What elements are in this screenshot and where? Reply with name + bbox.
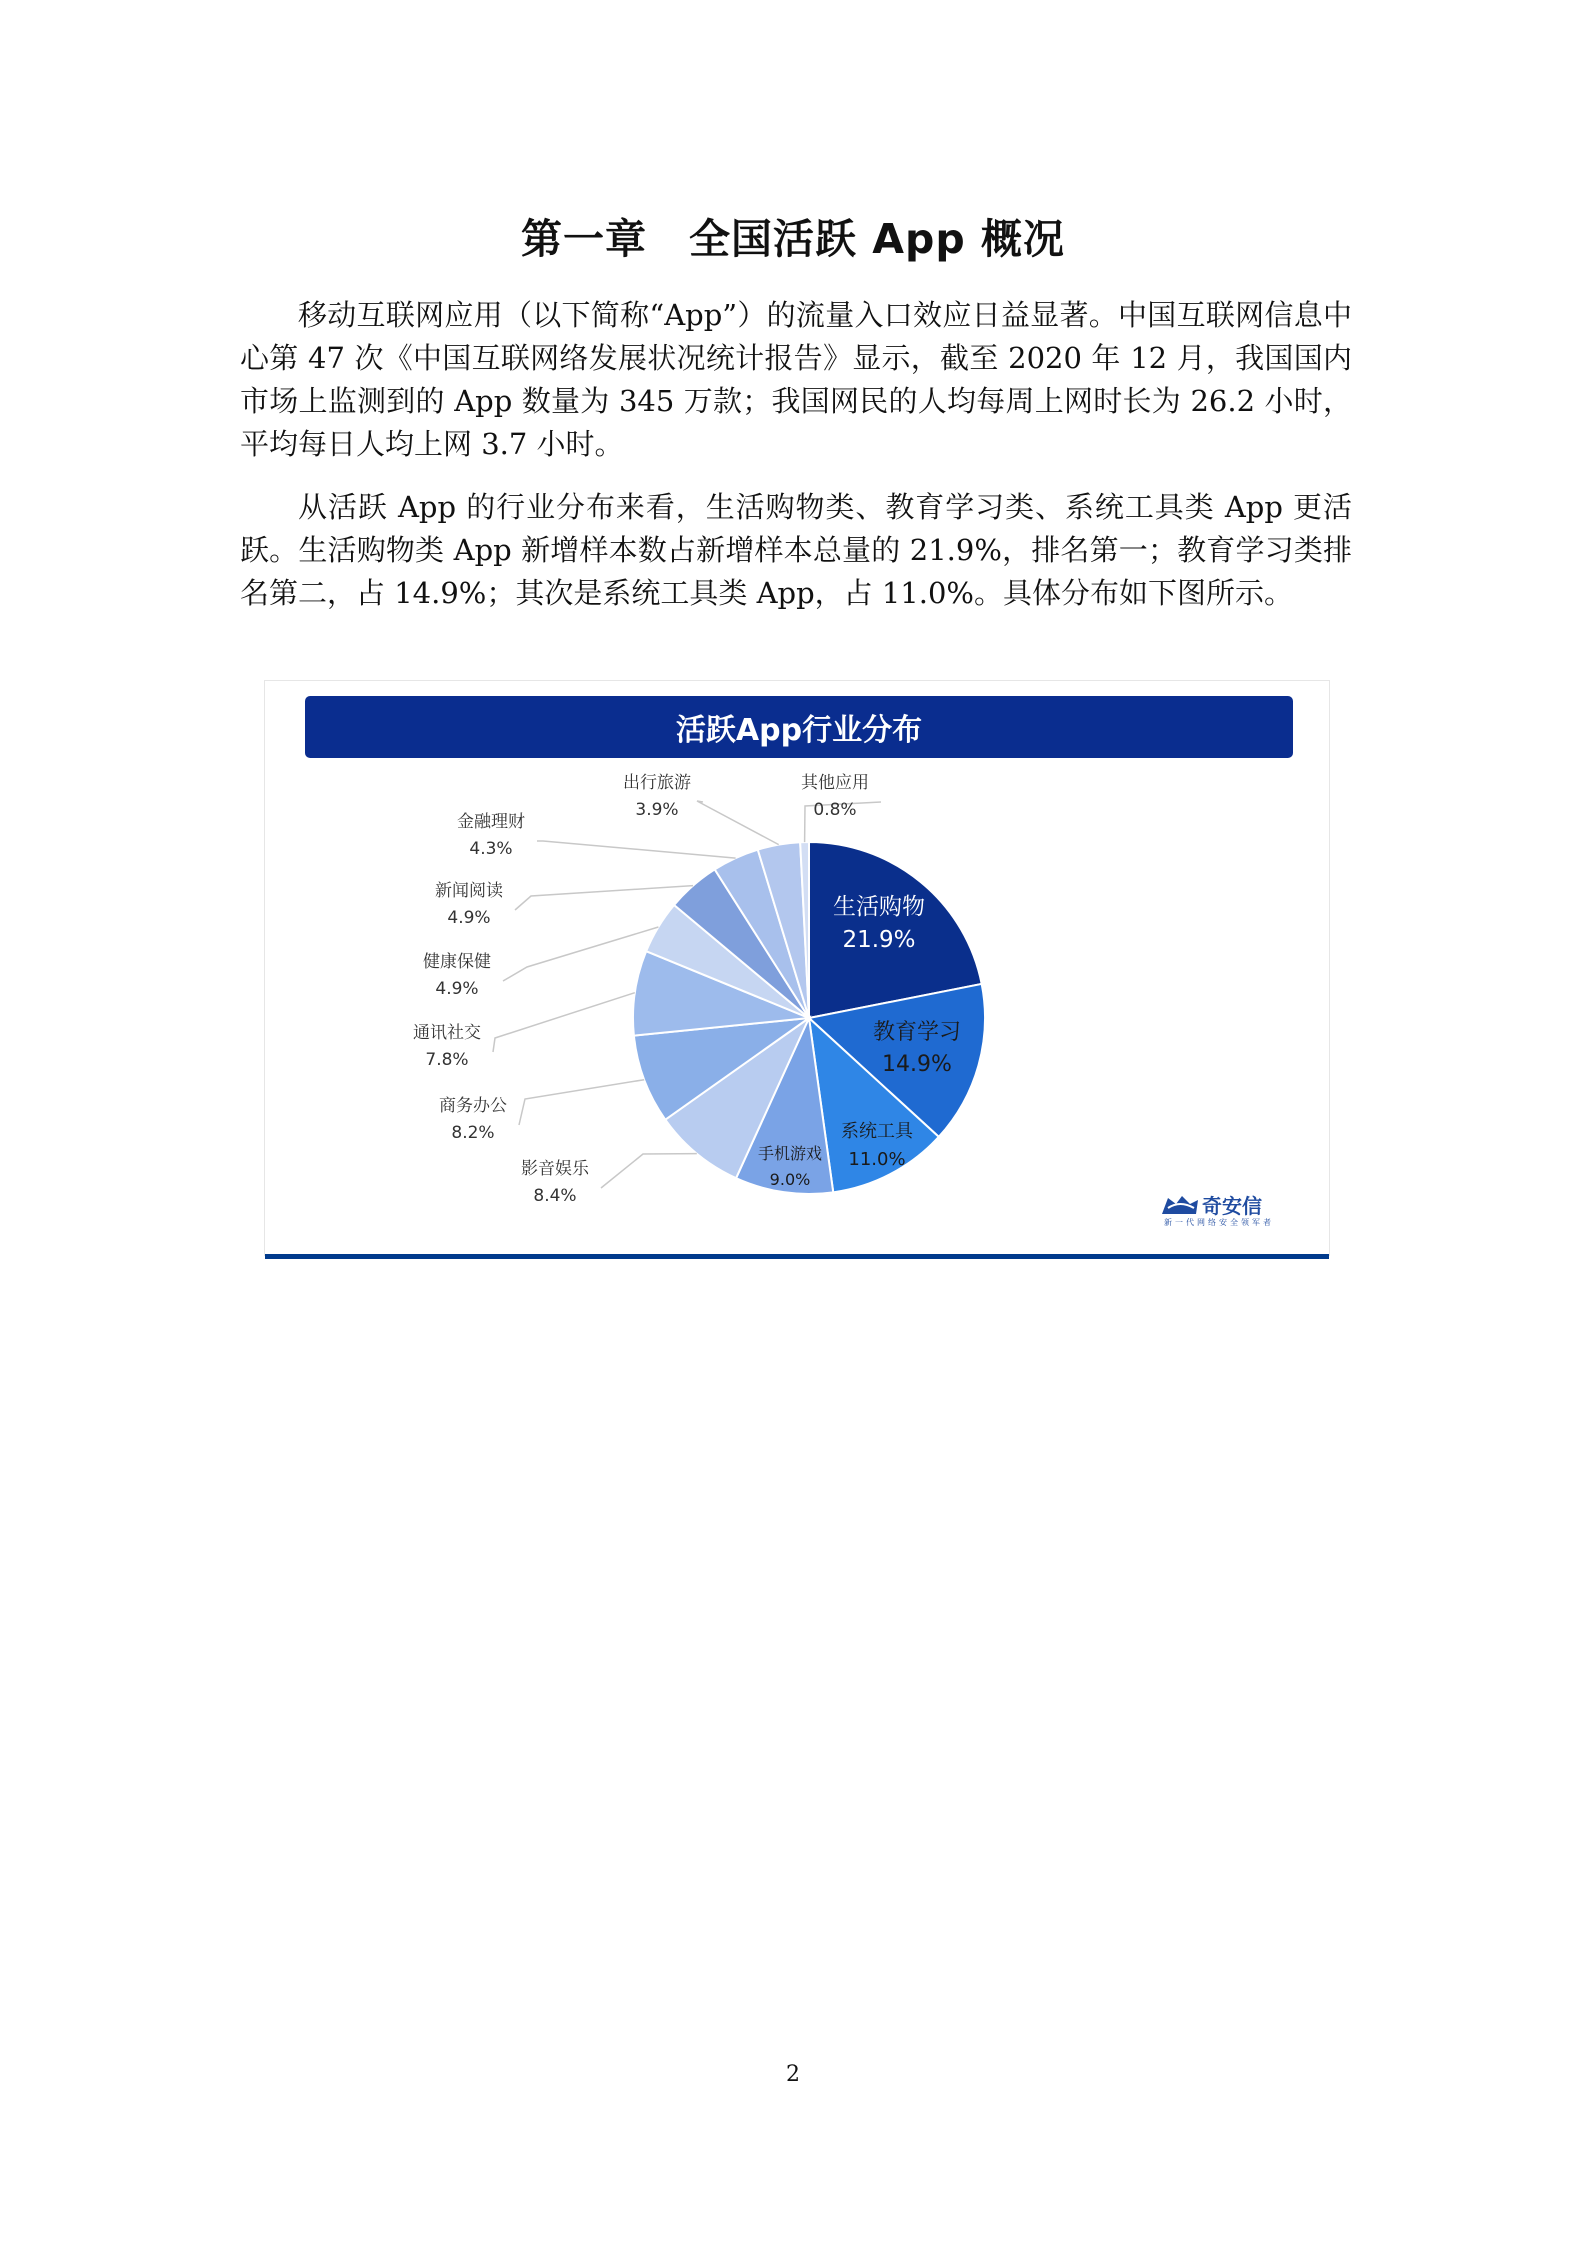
leader-line-6 — [519, 1080, 644, 1125]
paragraph-distribution: 从活跃 App 的行业分布来看，生活购物类、教育学习类、系统工具类 App 更活跃。生活购物类 App 新增样本数占新增样本总量的 21.9%，排名第一；教育学习类排名第二，占 14.9%；其次是系统工具类 App，占 11.0%。具体分布如下图所示。 — [240, 490, 1352, 610]
slice-value-6: 8.2% — [451, 1123, 495, 1143]
slice-value-8: 4.9% — [435, 979, 479, 999]
chart-title: 活跃App行业分布 — [675, 713, 923, 748]
slice-value-5: 8.4% — [533, 1186, 577, 1206]
pie-chart-figure — [264, 680, 1330, 1256]
logo-mark-icon — [1160, 1192, 1202, 1218]
slice-value-11: 3.9% — [635, 800, 679, 820]
slice-label-9: 新闻阅读 — [435, 881, 503, 901]
slice-label-6: 商务办公 — [439, 1096, 507, 1116]
leader-line-9 — [515, 886, 693, 910]
slice-label-2: 教育学习 — [872, 1020, 962, 1045]
figure-bottom-rule — [265, 1254, 1329, 1259]
slice-value-4: 9.0% — [769, 1170, 811, 1189]
slice-value-9: 4.9% — [447, 908, 491, 928]
slice-value-7: 7.8% — [425, 1050, 469, 1070]
leader-line-5 — [601, 1154, 697, 1188]
slice-label-4: 手机游戏 — [757, 1144, 823, 1163]
leader-line-8 — [503, 927, 658, 981]
slice-value-12: 0.8% — [813, 800, 857, 820]
paragraph-intro: 移动互联网应用（以下简称“App”）的流量入口效应日益显著。中国互联网信息中心第 47 次《中国互联网络发展状况统计报告》显示，截至 2020 年 12 月，我国国内市场上监测到的 App 数量为 345 万款；我国网民的人均每周上网时长为 26.2 小时，平均每日人均上网 3.7 小时。 — [240, 298, 1352, 461]
slice-label-5: 影音娱乐 — [521, 1159, 589, 1179]
leader-line-10 — [537, 841, 736, 858]
logo-text: 奇安信 — [1202, 1194, 1262, 1218]
slice-label-12: 其他应用 — [801, 773, 869, 793]
slice-value-3: 11.0% — [848, 1149, 906, 1170]
logo-subtext: 新一代网络安全领军者 — [1164, 1218, 1274, 1227]
qianxin-logo — [1160, 1190, 1290, 1230]
slice-value-1: 21.9% — [842, 927, 916, 953]
page-number: 2 — [786, 2062, 800, 2087]
slice-label-10: 金融理财 — [457, 812, 525, 832]
slice-label-3: 系统工具 — [841, 1121, 913, 1142]
slice-value-2: 14.9% — [882, 1052, 952, 1077]
slice-label-1: 生活购物 — [833, 894, 925, 920]
leader-line-7 — [493, 993, 635, 1052]
pie-chart — [265, 681, 1329, 1255]
slice-label-11: 出行旅游 — [623, 773, 691, 793]
slice-value-10: 4.3% — [469, 839, 513, 859]
chapter-heading: 第一章 全国活跃 App 概况 — [521, 215, 1065, 263]
slice-label-7: 通讯社交 — [413, 1023, 481, 1043]
slice-label-8: 健康保健 — [423, 952, 491, 972]
leader-line-11 — [697, 801, 779, 845]
